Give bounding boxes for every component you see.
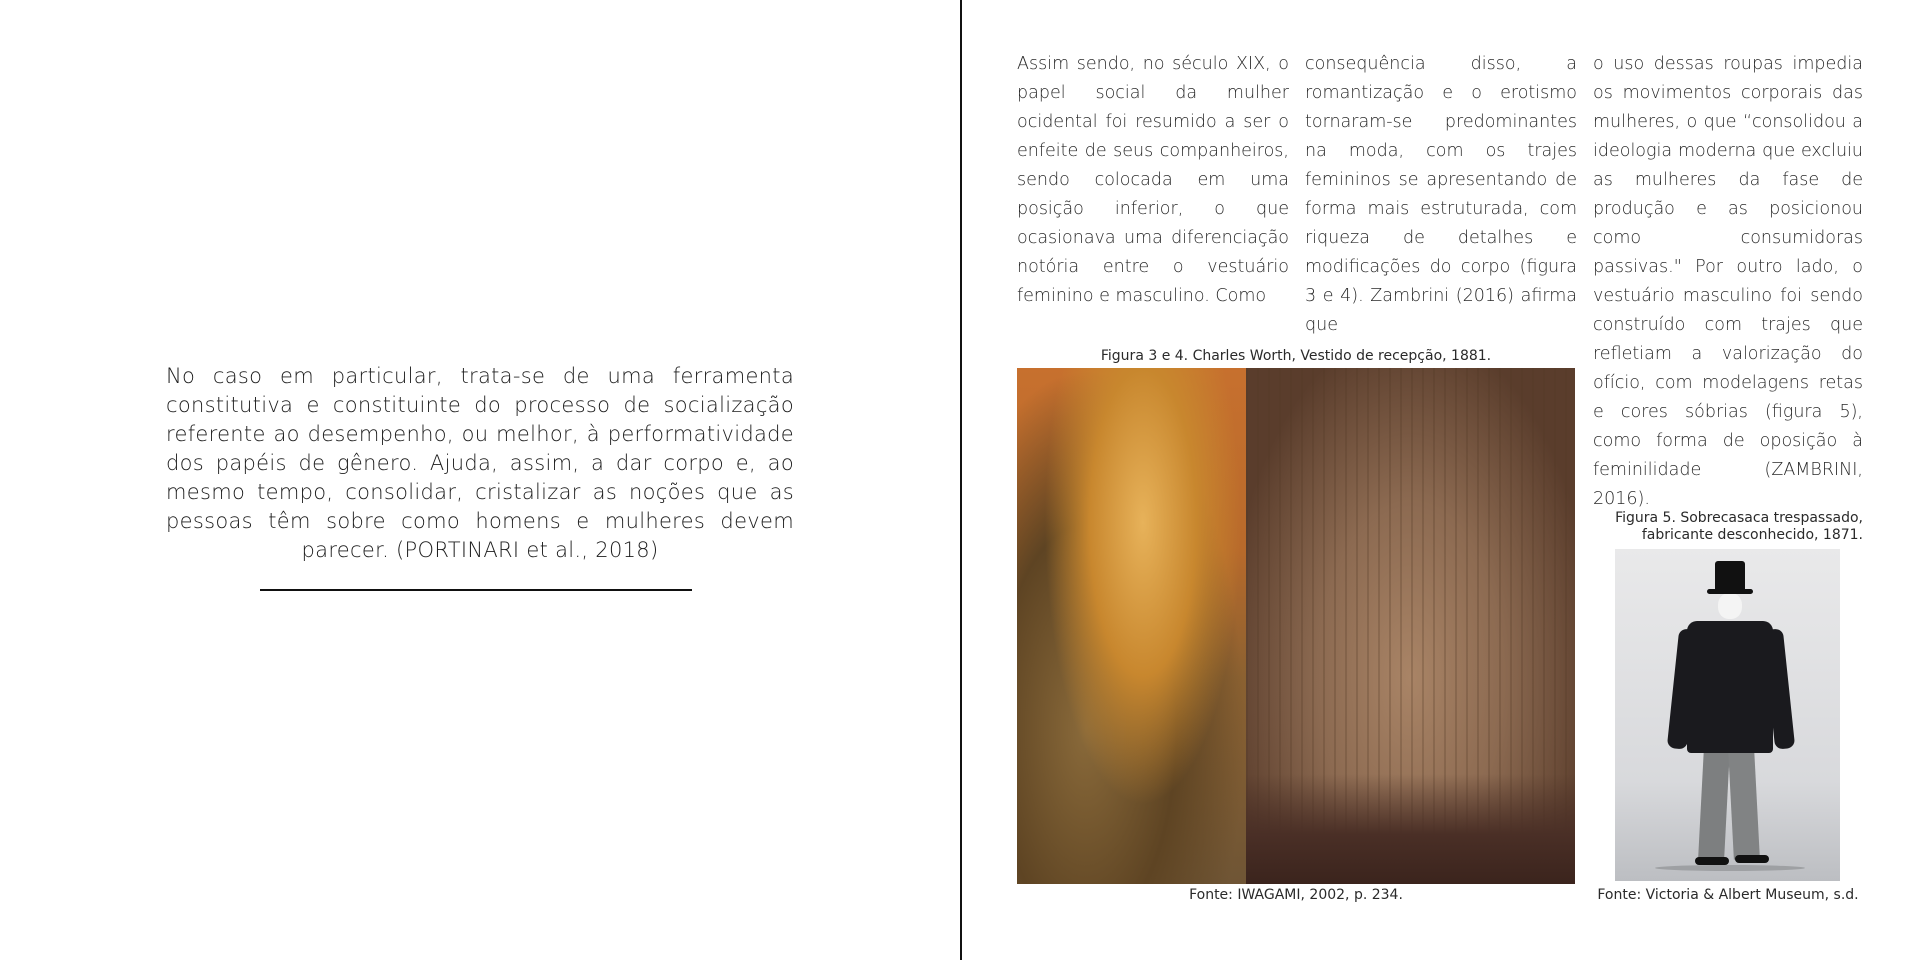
column-3-paragraph: o uso dessas roupas impedia os movimentos corporais das mulheres, o que “consolidou a ideologia moderna que excluiu as mulheres da fase de produção e as posicionou como consumidoras passivas." Por outro lado, o vestuário masculino foi sendo construído com trajes que refletiam a valorização do ofício, com modelagens retas e cores sóbrias (figura 5), como forma de oposição à feminilidade (ZAMBRINI, 2016). [1593,54,1863,509]
figure-3-4-photo [1017,368,1575,884]
quote-text: No caso em particular, trata-se de uma ferramenta constitutiva e constituinte do processo de socialização referente ao desempenho, ou melhor, à performatividade dos papéis de gênero. Ajuda, assim, a dar corpo e, ao mesmo tempo, consolidar, cristalizar as noções que as pessoas têm sobre como homens e mulheres devem parecer. (PORTINARI et al., 2018) [166,364,794,562]
quote-underline-rule [260,589,692,591]
figure-5-frock-coat-photo [1615,549,1840,881]
text-column-2 [1305,50,1577,340]
figure-5-caption: Figura 5. Sobrecasaca trespassado, fabricante desconhecido, 1871. [1615,510,1863,543]
column-2-paragraph: consequência disso, a romantização e o erotismo tornaram-se predominantes na moda, com os trajes femininos se apresentando de forma mais estruturada, com riqueza de detalhes e modificações do corpo (figura 3 e 4). Zambrini (2016) afirma que [1305,54,1577,335]
figure-3-4-source: Fonte: IWAGAMI, 2002, p. 234. [1189,887,1403,903]
figure-3-4-caption: Figura 3 e 4. Charles Worth, Vestido de recepção, 1881. [1100,348,1492,364]
column-1-paragraph: Assim sendo, no século XIX, o papel social da mulher ocidental foi resumido a ser o enfeite de seus companheiros, sendo colocada em uma posição inferior, o que ocasionava uma diferenciação notória entre o vestuário feminino e masculino. Como [1017,54,1289,306]
text-column-1 [1017,50,1289,311]
figure-5-source: Fonte: Victoria & Albert Museum, s.d. [1597,887,1859,903]
spread-divider [960,0,962,960]
figure-4-bodice-detail-photo [1246,368,1575,884]
block-quote [166,362,794,565]
figure-3-gown-photo [1017,368,1246,884]
text-column-3 [1593,50,1863,514]
